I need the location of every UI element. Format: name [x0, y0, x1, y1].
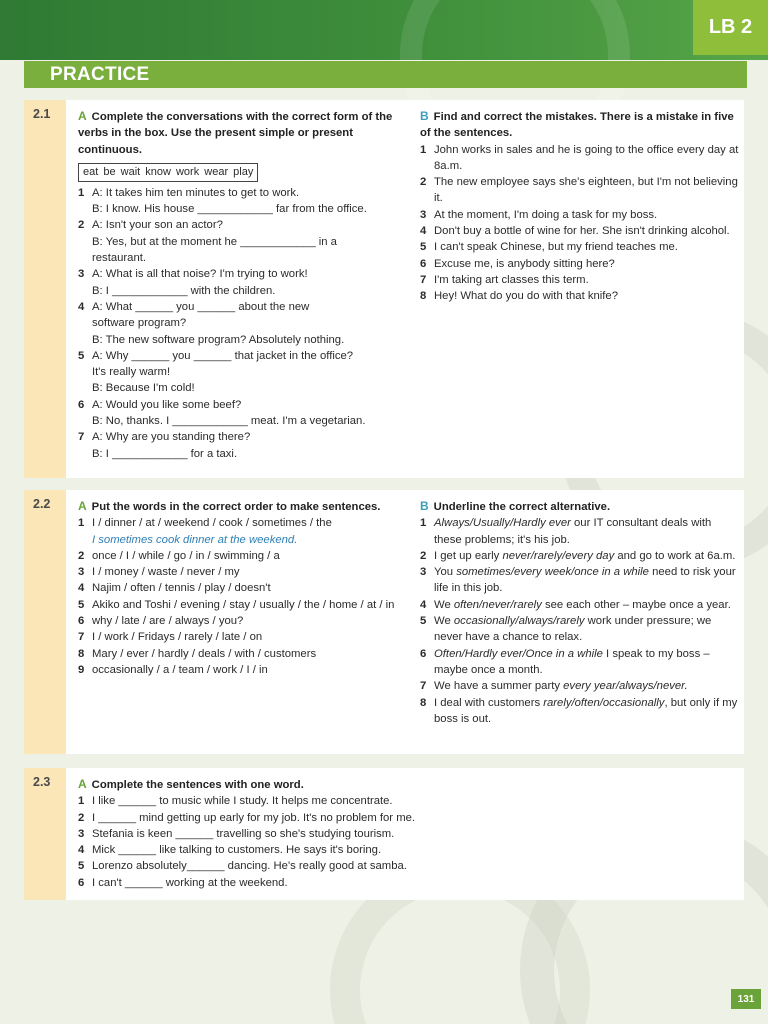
- alternatives-item: [420, 597, 740, 613]
- gap-fill-list: [78, 793, 498, 891]
- conversation-line: [78, 217, 418, 233]
- page-number: 131: [731, 989, 761, 1009]
- gap-fill-item: [78, 875, 498, 891]
- word-order-item: [78, 597, 418, 613]
- item-text: The new employee says she's eighteen, but I'm not believing it.: [434, 176, 738, 205]
- item-text: I / dinner / at / weekend / cook / sometimes / the: [92, 517, 332, 530]
- conversation-line: [78, 201, 418, 217]
- alternatives-list: [420, 515, 740, 727]
- item-text: It's really warm!: [92, 366, 171, 379]
- alternatives-options: rarely/often/occasionally: [543, 696, 665, 709]
- gap-fill-item: [78, 858, 498, 874]
- item-number: 3: [78, 566, 85, 579]
- sentence-item: [420, 288, 740, 304]
- item-number: [78, 234, 92, 250]
- item-number: 4: [420, 598, 427, 611]
- item-text: B: I ____________ for a taxi.: [92, 447, 238, 460]
- word-order-item: [78, 613, 418, 629]
- alternatives-item: [420, 515, 740, 548]
- item-number: 1: [78, 186, 85, 199]
- gap-fill-item: [78, 826, 498, 842]
- item-text: A: What ______ you ______ about the new: [92, 300, 310, 313]
- item-number: 5: [78, 349, 85, 362]
- item-text: A: Would you like some beef?: [92, 398, 242, 411]
- item-text-pre: I get up early: [434, 549, 503, 562]
- item-number: 2: [78, 549, 85, 562]
- item-number: 6: [78, 615, 85, 628]
- item-text: I ______ mind getting up early for my job. It's no problem for me.: [92, 811, 416, 824]
- item-text: [434, 695, 740, 728]
- item-number: 3: [420, 208, 427, 221]
- alternatives-options: Always/Usually/Hardly ever: [434, 517, 571, 530]
- item-number: 8: [420, 696, 427, 709]
- conversation-line: [78, 332, 418, 348]
- item-number: 7: [420, 273, 427, 286]
- item-text: I like ______ to music while I study. It helps me concentrate.: [92, 795, 393, 808]
- conversation-line: [78, 413, 418, 429]
- gap-fill-item: [78, 810, 498, 826]
- item-number: 1: [78, 795, 85, 808]
- section-number: 2.3: [33, 775, 51, 789]
- instruction-text: Find and correct the mistakes. There is a mistake in five of the sentences.: [420, 111, 734, 140]
- word-order-item: [78, 548, 418, 564]
- practice-banner: PRACTICE: [24, 61, 747, 88]
- exercise-2-1-b: [420, 108, 740, 305]
- item-number: 3: [78, 268, 85, 281]
- item-text-pre: We have a summer party: [434, 680, 564, 693]
- part-letter: B: [420, 109, 429, 123]
- exercise-2-2-a: [78, 498, 418, 678]
- item-text: A: What is all that noise? I'm trying to work!: [92, 268, 308, 281]
- sentence-item: [420, 142, 740, 175]
- item-number: 3: [78, 827, 85, 840]
- part-letter: A: [78, 109, 87, 123]
- instruction-text: Put the words in the correct order to make sentences.: [91, 501, 381, 513]
- item-text: why / late / are / always / you?: [92, 615, 244, 628]
- word-order-item: [78, 662, 418, 678]
- item-text: Mary / ever / hardly / deals / with / customers: [92, 647, 317, 660]
- item-number: 5: [78, 860, 85, 873]
- conversation-list: [78, 185, 418, 462]
- item-number: 4: [420, 225, 427, 238]
- item-number: 1: [420, 143, 427, 156]
- lb-tab: LB 2: [693, 0, 768, 55]
- item-text-pre: We: [434, 598, 454, 611]
- item-text: B: The new software program? Absolutely nothing.: [92, 333, 345, 346]
- part-letter: A: [78, 777, 87, 791]
- sentence-item: [420, 272, 740, 288]
- conversation-line: [78, 397, 418, 413]
- item-number: [78, 380, 92, 396]
- sentence-item: [420, 256, 740, 272]
- item-number: 6: [420, 647, 427, 660]
- alternatives-options: Often/Hardly ever/Once in a while: [434, 647, 603, 660]
- conversation-line: [78, 364, 418, 380]
- item-number: 6: [78, 398, 85, 411]
- item-text: Lorenzo absolutely______ dancing. He's really good at samba.: [92, 860, 407, 873]
- item-text-post: and go to work at 6a.m.: [614, 549, 736, 562]
- item-number: [78, 250, 92, 266]
- instruction-heading: [420, 108, 740, 142]
- item-text-pre: We: [434, 615, 454, 628]
- word-order-item: [78, 580, 418, 596]
- item-number: 5: [420, 241, 427, 254]
- item-number: [78, 364, 92, 380]
- item-number: 9: [78, 663, 85, 676]
- item-text: Akiko and Toshi / evening / stay / usually / the / home / at / in: [92, 598, 395, 611]
- alternatives-options: never/rarely/every day: [502, 549, 615, 562]
- item-text: I can't speak Chinese, but my friend teaches me.: [434, 241, 678, 254]
- top-header-band: [0, 0, 768, 60]
- alternatives-options: occasionally/always/rarely: [453, 615, 585, 628]
- conversation-line: [78, 348, 418, 364]
- item-text-post: see each other – maybe once a year.: [541, 598, 731, 611]
- item-text: At the moment, I'm doing a task for my boss.: [434, 208, 658, 221]
- alternatives-item: [420, 646, 740, 679]
- instruction-heading: [78, 108, 418, 158]
- part-letter: A: [78, 499, 87, 513]
- item-text: B: I know. His house ____________ far from the office.: [92, 203, 367, 216]
- alternatives-item: [420, 695, 740, 728]
- sentence-item: [420, 239, 740, 255]
- conversation-line: [78, 380, 418, 396]
- item-text: Najim / often / tennis / play / doesn't: [92, 582, 271, 595]
- section-2-2: [24, 490, 744, 754]
- item-text: [434, 678, 740, 694]
- item-text: restaurant.: [92, 252, 147, 265]
- alternatives-item: [420, 613, 740, 646]
- item-text: B: No, thanks. I ____________ meat. I'm a vegetarian.: [92, 415, 366, 428]
- item-text: John works in sales and he is going to the office every day at 8a.m.: [434, 143, 739, 172]
- word-order-item: [78, 564, 418, 580]
- item-text: [434, 548, 740, 564]
- item-text: Hey! What do you do with that knife?: [434, 290, 618, 303]
- item-text: I'm taking art classes this term.: [434, 273, 589, 286]
- item-text: once / I / while / go / in / swimming / a: [92, 549, 280, 562]
- item-number: 1: [420, 517, 427, 530]
- item-text-post: work under pressure; we never have a chance to relax.: [434, 615, 712, 644]
- section-number: 2.1: [33, 107, 51, 121]
- item-text-post: I speak to my boss – maybe once a month.: [434, 647, 710, 676]
- item-text: B: I ____________ with the children.: [92, 284, 276, 297]
- item-text: I / money / waste / never / my: [92, 566, 240, 579]
- item-text-post: our IT consultant deals with these problems; it's his job.: [434, 517, 712, 546]
- item-number: 2: [78, 811, 85, 824]
- item-text: I / work / Fridays / rarely / late / on: [92, 631, 263, 644]
- item-text: software program?: [92, 317, 187, 330]
- instruction-heading: [78, 776, 498, 793]
- alternatives-options: often/never/rarely: [453, 598, 542, 611]
- alternatives-options: sometimes/every week/once in a while: [456, 566, 649, 579]
- instruction-heading: [420, 498, 740, 515]
- conversation-line: [78, 283, 418, 299]
- alternatives-item: [420, 564, 740, 597]
- item-text-post: , but only if my boss is out.: [434, 696, 738, 725]
- item-number: [78, 283, 92, 299]
- item-number: [78, 446, 92, 462]
- instruction-text: Complete the conversations with the correct form of the verbs in the box. Use the present simple or present continuous.: [78, 111, 393, 156]
- conversation-line: [78, 299, 418, 315]
- sentence-item: [420, 207, 740, 223]
- conversation-line: [78, 266, 418, 282]
- item-number: [78, 332, 92, 348]
- item-number: 4: [78, 300, 85, 313]
- instruction-heading: [78, 498, 418, 515]
- item-text: A: Isn't your son an actor?: [92, 219, 223, 232]
- word-order-item: [78, 646, 418, 662]
- sentence-list: [420, 142, 740, 305]
- conversation-line: [78, 185, 418, 201]
- item-text-pre: I deal with customers: [434, 696, 544, 709]
- conversation-line: [78, 429, 418, 445]
- item-number: 2: [78, 219, 85, 232]
- item-text: [434, 646, 740, 679]
- item-text: A: Why ______ you ______ that jacket in the office?: [92, 349, 354, 362]
- item-number: 7: [78, 431, 85, 444]
- conversation-line: [78, 234, 418, 250]
- exercise-2-3-a: [78, 776, 498, 891]
- section-2-1: [24, 100, 744, 478]
- gap-fill-item: [78, 842, 498, 858]
- item-number: 7: [420, 680, 427, 693]
- alternatives-options: every year/always/never.: [563, 680, 688, 693]
- item-text-post: need to risk your life in this job.: [434, 566, 736, 595]
- verb-word-box: eat be wait know work wear play: [78, 163, 258, 182]
- word-order-item: [78, 515, 418, 531]
- item-number: 4: [78, 844, 85, 857]
- exercise-2-1-a: [78, 108, 418, 462]
- item-text: B: Because I'm cold!: [92, 382, 195, 395]
- item-number: 4: [78, 582, 85, 595]
- item-number: 5: [78, 598, 85, 611]
- sentence-item: [420, 174, 740, 207]
- example-answer: I sometimes cook dinner at the weekend.: [92, 533, 298, 546]
- instruction-text: Complete the sentences with one word.: [91, 779, 304, 791]
- item-number: 1: [78, 517, 85, 530]
- item-text: B: Yes, but at the moment he ____________ in a: [92, 235, 337, 248]
- item-text: Stefania is keen ______ travelling so she's studying tourism.: [92, 827, 395, 840]
- alternatives-item: [420, 678, 740, 694]
- item-text: Mick ______ like talking to customers. He says it's boring.: [92, 844, 382, 857]
- alternatives-item: [420, 548, 740, 564]
- item-text-pre: You: [434, 566, 457, 579]
- item-text: A: Why are you standing there?: [92, 431, 251, 444]
- part-letter: B: [420, 499, 429, 513]
- word-order-item: [78, 629, 418, 645]
- item-number: 7: [78, 631, 85, 644]
- item-text: I can't ______ working at the weekend.: [92, 876, 288, 889]
- section-strip: [24, 490, 66, 754]
- item-number: 6: [420, 257, 427, 270]
- item-text: occasionally / a / team / work / I / in: [92, 663, 268, 676]
- item-text: [434, 515, 740, 548]
- section-number: 2.2: [33, 497, 51, 511]
- item-number: 6: [78, 876, 85, 889]
- gap-fill-item: [78, 793, 498, 809]
- item-number: [78, 315, 92, 331]
- item-number: 3: [420, 566, 427, 579]
- item-number: 8: [420, 290, 427, 303]
- item-number: [78, 413, 92, 429]
- section-2-3: [24, 768, 744, 900]
- instruction-text: Underline the correct alternative.: [433, 501, 611, 513]
- exercise-2-2-b: [420, 498, 740, 727]
- conversation-line: [78, 446, 418, 462]
- word-order-list: [78, 515, 418, 678]
- conversation-line: [78, 250, 418, 266]
- item-text: [434, 564, 740, 597]
- item-number: 2: [420, 176, 427, 189]
- item-number: 8: [78, 647, 85, 660]
- conversation-line: [78, 315, 418, 331]
- sentence-item: [420, 223, 740, 239]
- item-text: A: It takes him ten minutes to get to work.: [92, 186, 300, 199]
- item-number: 5: [420, 615, 427, 628]
- item-text: [434, 597, 740, 613]
- item-text: Don't buy a bottle of wine for her. She isn't drinking alcohol.: [434, 225, 730, 238]
- item-number: 2: [420, 549, 427, 562]
- item-text: Excuse me, is anybody sitting here?: [434, 257, 615, 270]
- section-strip: [24, 100, 66, 478]
- item-number: [78, 201, 92, 217]
- item-text: [434, 613, 740, 646]
